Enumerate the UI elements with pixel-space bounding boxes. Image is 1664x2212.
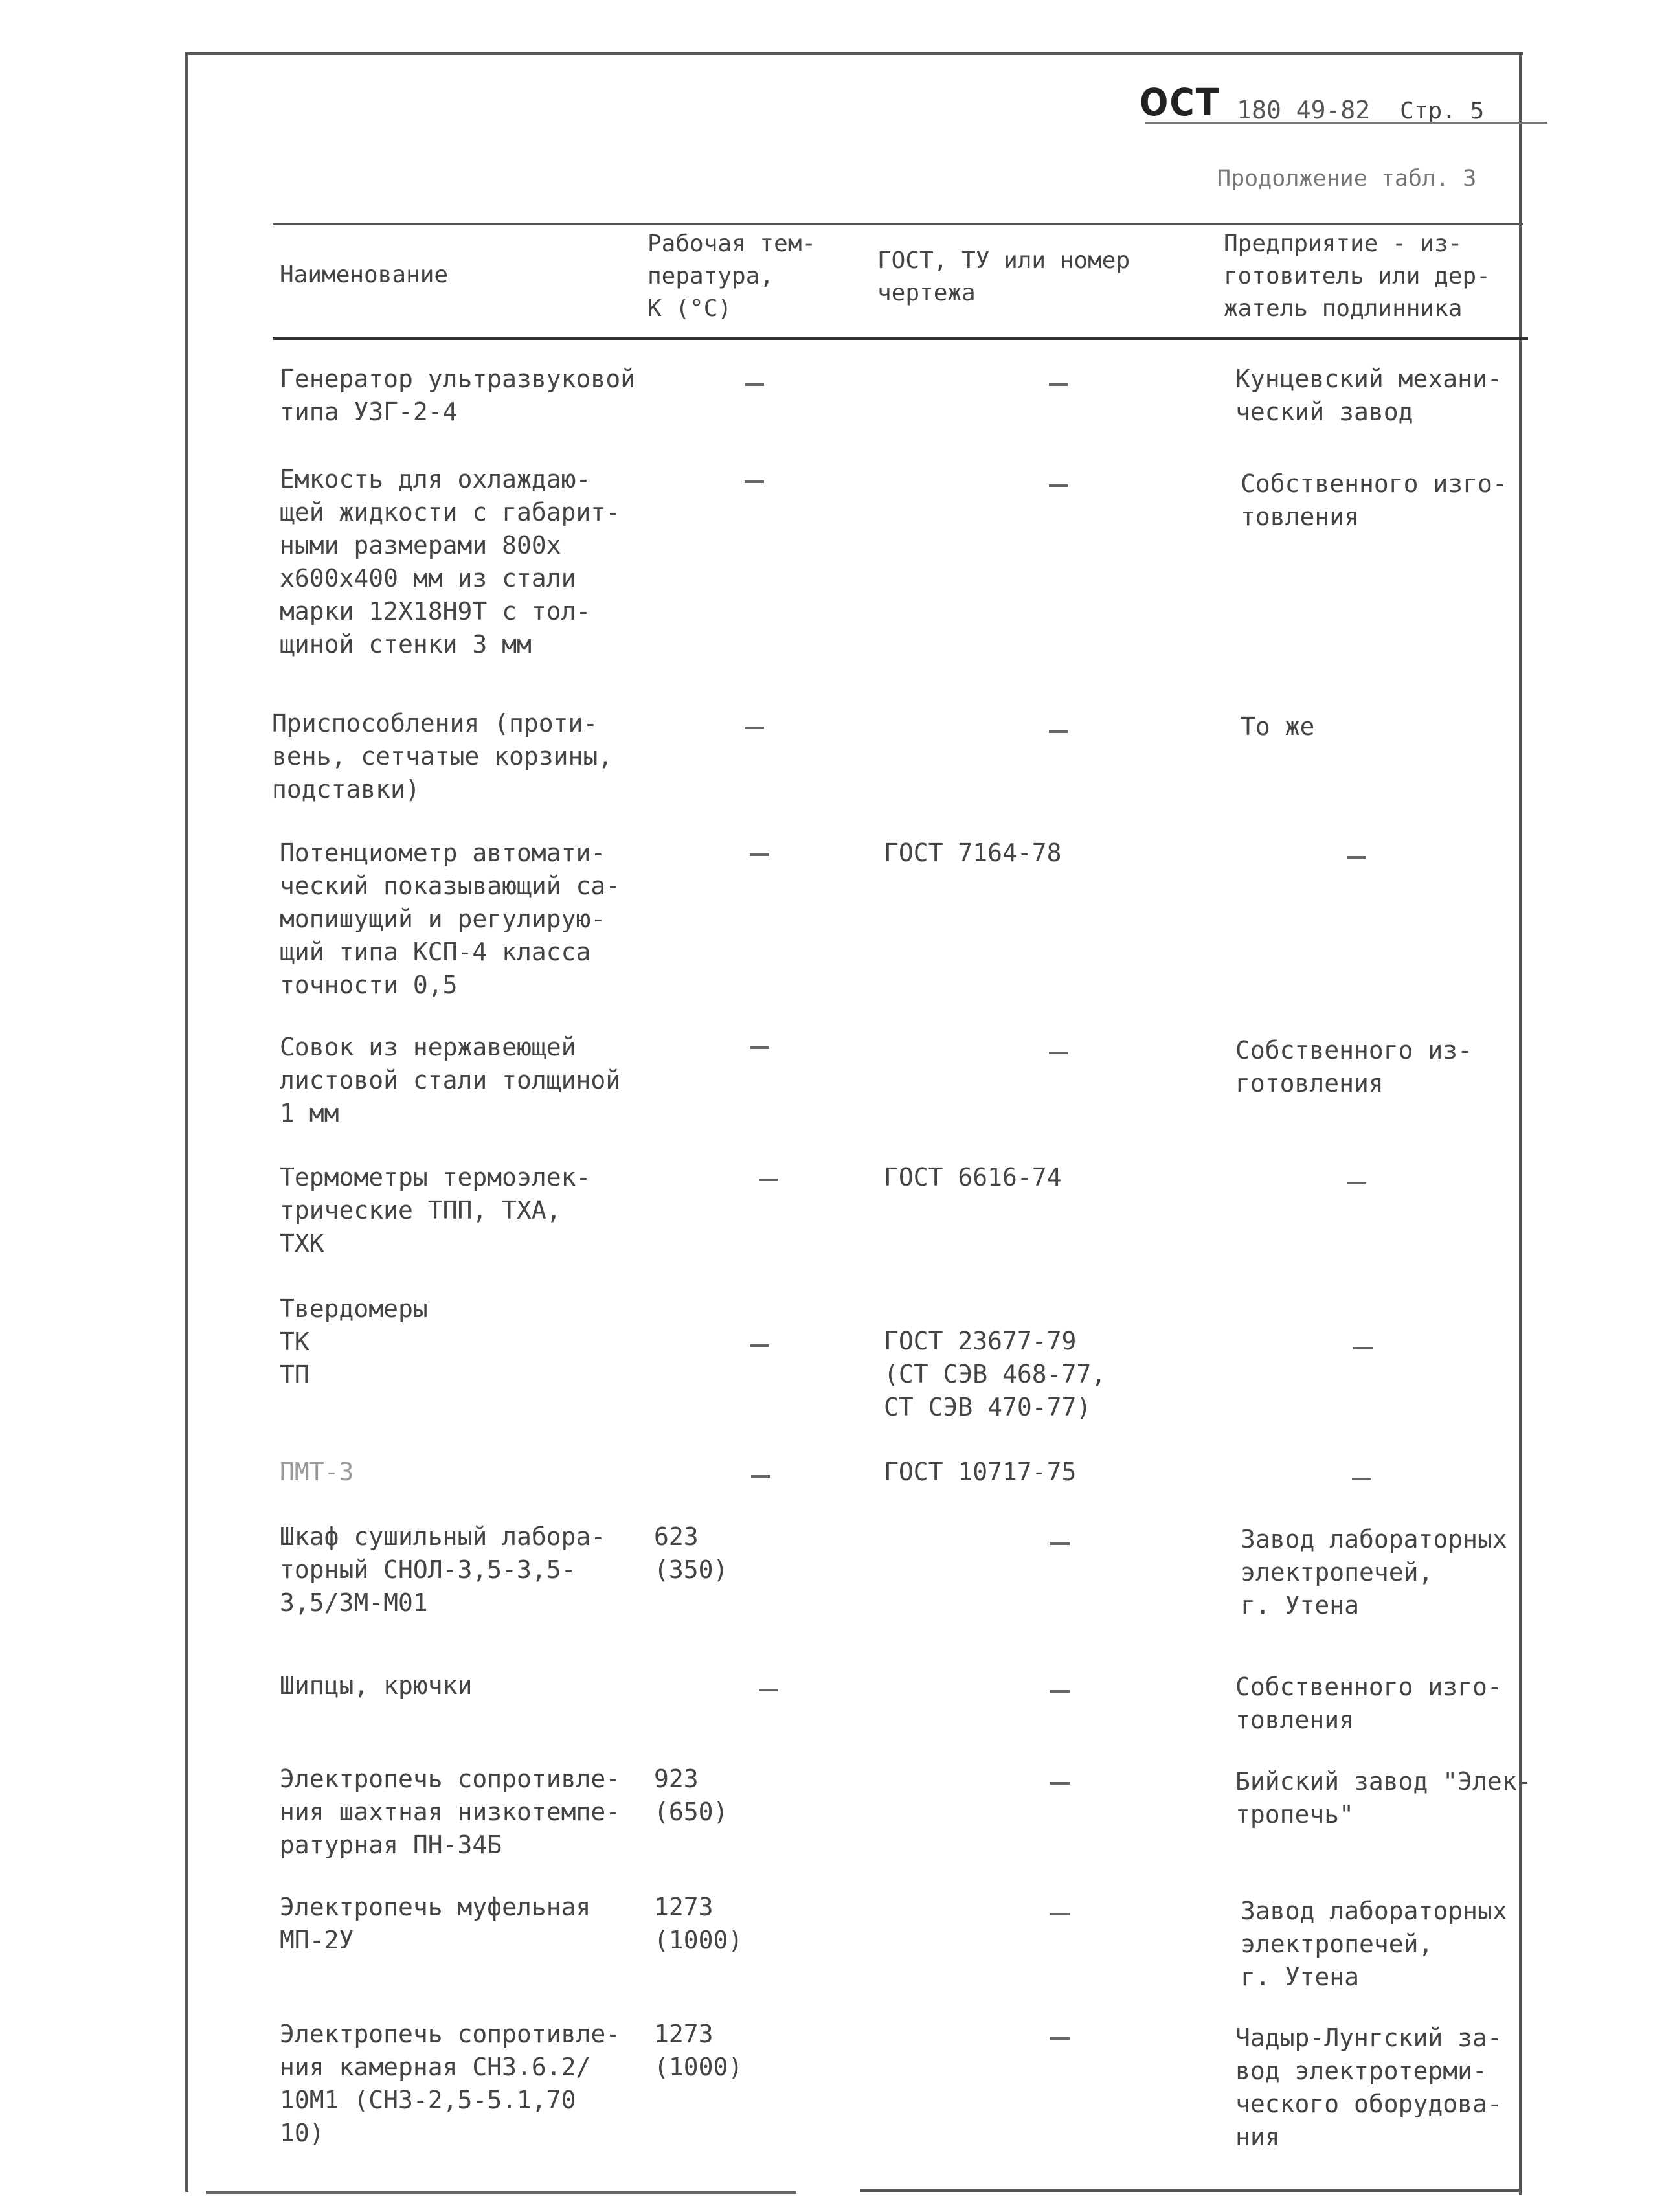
table-row-temp-empty [759,1179,778,1181]
table-row-temp: 623 (350) [654,1522,728,1584]
table-row-name: Совок из нержавеющей листовой стали толщиной 1 мм [280,1033,621,1127]
table-row-temp-empty [745,383,764,386]
table-row-temp: 1273 (1000) [654,2020,743,2081]
table-row-name: Твердомеры ТК ТП [280,1294,428,1389]
table-row-gost-empty [1050,1782,1070,1785]
page-number: Стр. 5 [1400,98,1485,124]
table-row-maker: Собственного изго- товления [1235,1673,1502,1734]
column-header-temperature: Рабочая тем- пература, К (°С) [647,231,816,322]
table-row-name: Термометры термоэлек- трические ТПП, ТХА, ТХК [280,1163,591,1258]
code-number: 180 49-82 [1237,96,1371,124]
table-row-maker-empty [1347,1182,1366,1184]
header-rule [1145,122,1547,124]
page-frame-bottom [860,2189,1522,2192]
table-row-maker: Завод лабораторных электропечей, г. Утена [1241,1897,1507,1991]
table-row-maker: То же [1241,712,1315,741]
page-frame-bottom [206,2191,796,2194]
table-row-maker: Завод лабораторных электропечей, г. Утена [1241,1525,1507,1620]
table-row-gost-empty [1050,2037,1070,2040]
table-row-gost-empty [1050,1542,1070,1545]
table-row-name: Шкаф сушильный лабора- торный СНОЛ-3,5-3,5- 3,5/3М-М01 [280,1522,606,1617]
document-code [1140,79,1484,124]
table-row-temp: 923 (650) [654,1765,728,1826]
table-row-temp: 1273 (1000) [654,1893,743,1954]
table-row-temp-empty [750,853,769,856]
table-top-rule [273,223,1523,225]
table-row-name: Электропечь муфельная МП-2У [280,1893,591,1954]
table-row-gost: ГОСТ 6616-74 [884,1163,1062,1191]
table-row-maker: Бийский завод "Элек- тропечь" [1235,1767,1532,1829]
table-row-temp-empty [751,1475,770,1478]
column-header-standard: ГОСТ, ТУ или номер чертежа [877,247,1130,306]
code-prefix: ОСТ [1140,80,1220,124]
table-row-temp-empty [745,480,764,483]
table-row-name: Потенциометр автомати- ческий показывающий са- мопишущий и регулирую- щий типа КСП-4 класса точности 0,5 [280,839,621,999]
table-row-gost: ГОСТ 10717-75 [884,1458,1077,1486]
table-row-maker-empty [1352,1478,1371,1480]
table-row-temp-empty [759,1689,778,1691]
table-row-name: Приспособления (проти- вень, сетчатые корзины, подставки) [272,709,613,804]
table-row-maker-empty [1353,1347,1373,1349]
table-row-gost-empty [1049,383,1068,386]
table-row-maker: Кунцевский механи- ческий завод [1235,365,1502,426]
table-row-maker-empty [1347,856,1366,859]
table-row-name: ПМТ-3 [280,1458,354,1486]
table-row-gost: ГОСТ 7164-78 [884,839,1062,867]
column-header-manufacturer: Предприятие - из- готовитель или дер- жатель подлинника [1224,231,1490,322]
table-row-name: Электропечь сопротивле- ния шахтная низкотемпе- ратурная ПН-34Б [280,1765,621,1859]
page-frame-left [185,52,188,2192]
table-row-name: Электропечь сопротивле- ния камерная СНЗ.6.2/ 10М1 (СНЗ-2,5-5.1,70 10) [280,2020,621,2147]
table-row-temp-empty [750,1046,769,1049]
table-continuation-label: Продолжение табл. 3 [1217,166,1477,192]
table-row-temp-empty [745,727,764,729]
table-row-gost: ГОСТ 23677-79 (СТ СЭВ 468-77, СТ СЭВ 470-77) [884,1327,1107,1421]
table-row-gost-empty [1050,1690,1070,1693]
table-row-temp-empty [750,1344,769,1347]
table-row-name: Емкость для охлаждаю- щей жидкости с габарит- ными размерами 800х х600х400 мм из стали марки 12Х18Н9Т с тол- щиной стенки 3 мм [280,465,621,659]
table-row-gost-empty [1049,484,1068,487]
table-row-maker: Чадыр-Лунгский за- вод электротерми- ческого оборудова- ния [1235,2024,1502,2151]
column-header-name: Наименование [280,262,449,288]
table-header-rule [273,337,1528,340]
table-row-maker: Собственного изго- товления [1241,469,1507,531]
page-frame-top [185,52,1523,55]
table-row-gost-empty [1050,1913,1070,1915]
table-row-gost-empty [1049,730,1068,733]
table-row-name: Генератор ультразвуковой типа УЗГ-2-4 [280,365,636,426]
table-row-gost-empty [1049,1052,1068,1054]
table-row-name: Шипцы, крючки [280,1671,473,1700]
table-row-maker: Собственного из- готовления [1235,1036,1473,1098]
